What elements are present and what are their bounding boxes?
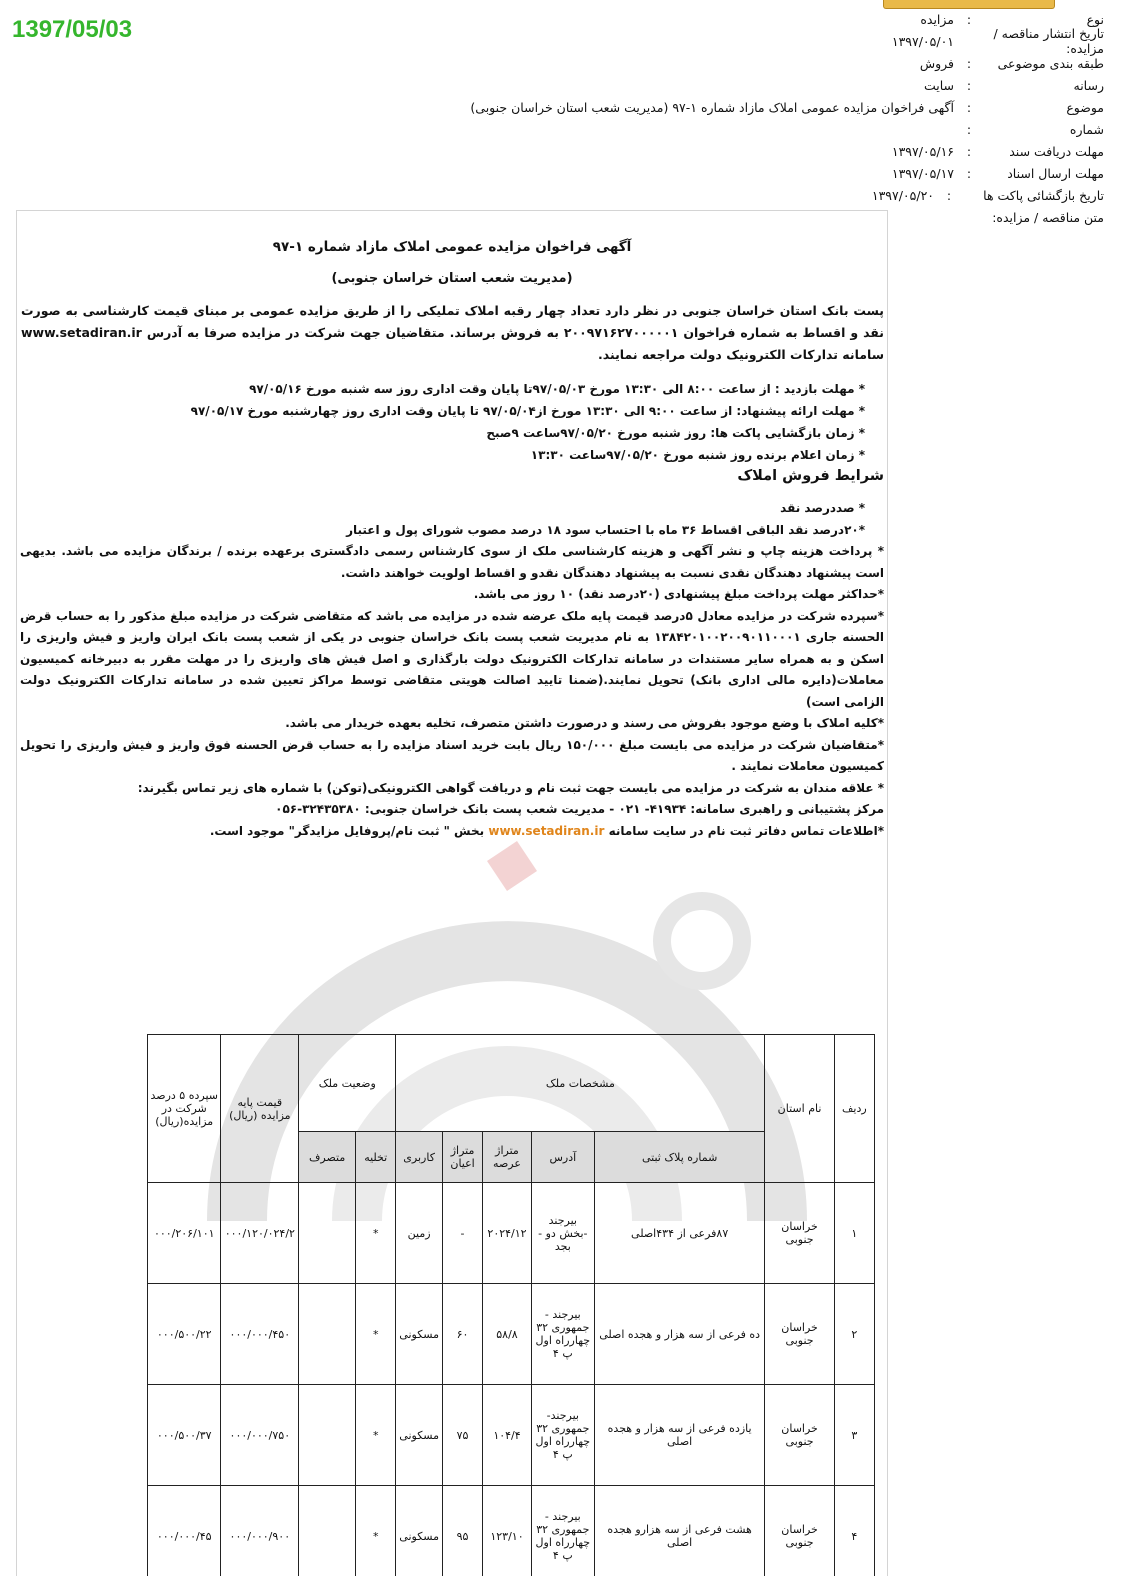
- condition-item: * صددرصد نقد: [17, 498, 887, 520]
- schedule-item: * مهلت ارائه پیشنهاد: از ساعت ۹:۰۰ الی ۱۳:۳۰ مورخ از۹۷/۰۵/۰۴ تا پایان وقت اداری روز چهارشنبه مورخ ۹۷/۰۵/۱۷: [17, 400, 865, 422]
- meta-row: مهلت ارسال اسناد : ۱۳۹۷/۰۵/۱۷: [414, 162, 1104, 184]
- condition-item: مرکز پشتیبانی و راهبری سامانه: ۴۱۹۳۴- ۰۲۱ - مدیریت شعب پست بانک خراسان جنوبی: ۳۲۴۳۵۳۸۰-۰۵۶: [17, 799, 887, 821]
- properties-table: [147, 1034, 875, 1576]
- meta-row: رسانه : سایت: [414, 74, 1104, 96]
- doc-title: آگهی فراخوان مزایده عمومی املاک مازاد شماره ۱-۹۷: [17, 239, 887, 255]
- condition-item: *سپرده شرکت در مزایده معادل ۵درصد قیمت پایه ملک عرضه شده در مزایده می باشد که متقاضی شرکت در مزایده مبلغ مذکور را به حساب قرض الحسنه جاری ۱۳۸۴۲۰۱۰۰۲۰۰۹۰۱۱۰۰۰۱ به نام مدیریت شعب پست بانک خراسان جنوبی در یکی از شعب پست بانک ایران واریز و فیش واریزی را اسکن و به همراه سایر مستندات در سامانه تدارکات الکترونیک دولت بارگذاری و اصل فیش های واریزی را در مهلت مقرر به دبیرخانه کمیسیون معاملات(دایره مالی اداری بانک) تحویل نمایند.(ضمنا تایید اصالت هویتی متقاضی توسط مراکز تعیین شده در سامانه تدارکات الکترونیک دولت الزامی است): [17, 606, 887, 714]
- table-row: ۳ خراسان جنوبی یازده فرعی از سه هزار و هجده اصلی بیرجند- جمهوری ۳۲ چهارراه اول پ ۴ ۱۰۴/۴ ۷۵ مسکونی * ۰۰۰/۰۰۰/۷۵۰ ۰۰۰/۵۰۰/۳۷: [148, 1385, 875, 1486]
- condition-item: *کلیه املاک با وضع موجود بفروش می رسند و درصورت داشتن متصرف، تخلیه بعهده خریدار می باشد.: [17, 713, 887, 735]
- meta-row: طبقه بندی موضوعی : فروش: [414, 52, 1104, 74]
- table-header-row: [148, 1035, 875, 1132]
- header-row-num: ردیف: [834, 1035, 874, 1183]
- conditions-title: شرایط فروش املاک: [17, 468, 884, 484]
- header-land-area: متراژ عرصه: [483, 1132, 532, 1183]
- condition-item: *۲۰درصد نقد الباقی اقساط ۳۶ ماه با احتساب سود ۱۸ درصد مصوب شورای پول و اعتبار: [17, 520, 887, 542]
- conditions-list: [17, 498, 887, 842]
- setadiran-link[interactable]: www.setadiran.ir: [488, 824, 604, 838]
- table-row: ۴ خراسان جنوبی هشت فرعی از سه هزارو هجده اصلی بیرجند - جمهوری ۳۲ چهارراه اول پ ۴ ۱۲۳/۱۰ ۹۵ مسکونی * ۰۰۰/۰۰۰/۹۰۰ ۰۰۰/۰۰۰/۴۵: [148, 1486, 875, 1576]
- header-address: آدرس: [531, 1132, 594, 1183]
- tender-text: [16, 210, 888, 1576]
- condition-item: * علاقه مندان به شرکت در مزایده می بایست جهت ثبت نام و دریافت گواهی الکترونیکی(توکن) با شماره های زیر تماس بگیرند:: [17, 778, 887, 800]
- setadiran-link[interactable]: www.setadiran.ir: [21, 325, 142, 340]
- condition-item: * پرداخت هزینه چاپ و نشر آگهی و هزینه کارشناسی ملک از سوی کارشناس رسمی دادگستری برعهده برنده / برندگان مزایده می باشد. بدیهی است پیشنهاد دهندگان نقدی نسبت به پیشنهاد دهندگان نقدو و اقساط اولویت خواهند داشت.: [17, 541, 887, 584]
- table-row: ۲ خراسان جنوبی ده فرعی از سه هزار و هجده اصلی بیرجند - جمهوری ۳۲ چهارراه اول پ ۴ ۵۸/۸ ۶۰ مسکونی * ۰۰۰/۰۰۰/۴۵۰ ۰۰۰/۵۰۰/۲۲: [148, 1284, 875, 1385]
- header-province: نام استان: [765, 1035, 834, 1183]
- header-specs: مشخصات ملک: [396, 1035, 765, 1132]
- meta-row: تاریخ انتشار مناقصه / مزایده: ۱۳۹۷/۰۵/۰۱: [414, 30, 1104, 52]
- schedule-item: * زمان اعلام برنده روز شنبه مورخ ۹۷/۰۵/۲۰ساعت ۱۳:۳۰: [17, 444, 865, 466]
- meta-row: مهلت دریافت سند : ۱۳۹۷/۰۵/۱۶: [414, 140, 1104, 162]
- header-status: وضعیت ملک: [299, 1035, 396, 1132]
- header-plaque: شماره پلاک ثبتی: [594, 1132, 765, 1183]
- header-base-price: قیمت پایه مزایده (ریال): [221, 1035, 299, 1183]
- header-vacant: تخلیه: [356, 1132, 396, 1183]
- header-usage: کاربری: [396, 1132, 443, 1183]
- meta-row: موضوع : آگهی فراخوان مزایده عمومی املاک مازاد شماره ۱-۹۷ (مدیریت شعب استان خراسان جنوبی): [414, 96, 1104, 118]
- intro-paragraph: پست بانک استان خراسان جنوبی در نظر دارد تعداد چهار رقبه املاک تملیکی را از طریق مزایده عمومی بر مبنای قیمت کارشناسی به صورت نقد و اقساط به شماره فراخوان ۲۰۰۹۷۱۶۲۷۰۰۰۰۰۱ به فروش برساند. متقاضیان جهت شرکت در مزایده صرفا به آدرس www.setadiran.ir سامانه تدارکات الکترونیک دولت مراجعه نمایند.: [21, 300, 884, 366]
- condition-item: *اطلاعات تماس دفاتر ثبت نام در سایت سامانه www.setadiran.ir بخش " ثبت نام/پروفایل مزایدگر" موجود است.: [17, 821, 887, 843]
- condition-item: *حداکثر مهلت پرداخت مبلغ پیشنهادی (۲۰درصد نقد) ۱۰ روز می باشد.: [17, 584, 887, 606]
- date-stamp: 1397/05/03: [12, 16, 132, 44]
- schedule-item: * مهلت بازدید : از ساعت ۸:۰۰ الی ۱۳:۳۰ مورخ ۹۷/۰۵/۰۳تا پایان وقت اداری روز سه شنبه مورخ ۹۷/۰۵/۱۶: [17, 378, 865, 400]
- table-row: ۱ خراسان جنوبی ۸۷فرعی از ۴۳۴اصلی بیرجند -بخش دو - بجد ۲۰۲۴/۱۲ - زمین * ۰۰۰/۱۲۰/۰۲۴/۲ ۰۰۰/۲۰۶/۱۰۱: [148, 1183, 875, 1284]
- meta-row: نوع : مزایده: [414, 8, 1104, 30]
- schedule-item: * زمان بازگشایی پاکت ها: روز شنبه مورخ ۹۷/۰۵/۲۰ساعت ۹صبح: [17, 422, 865, 444]
- header-deposit: سپرده ۵ درصد شرکت در مزایده(ریال): [148, 1035, 221, 1183]
- header-occupied: متصرف: [299, 1132, 356, 1183]
- meta-row: متن مناقصه / مزایده:: [414, 206, 1104, 228]
- header-building-area: متراژ اعیان: [442, 1132, 482, 1183]
- meta-info: [414, 8, 1104, 228]
- meta-row: شماره :: [414, 118, 1104, 140]
- condition-item: *متقاضیان شرکت در مزایده می بایست مبلغ ۱۵۰/۰۰۰ ریال بابت خرید اسناد مزایده را به حساب قرض الحسنه فوق واریز و فیش واریزی را تحویل کمیسیون معاملات نمایند .: [17, 735, 887, 778]
- meta-row: تاریخ بازگشائی پاکت ها : ۱۳۹۷/۰۵/۲۰: [414, 184, 1104, 206]
- doc-subtitle: (مدیریت شعب استان خراسان جنوبی): [17, 271, 887, 286]
- schedule-list: [17, 378, 887, 466]
